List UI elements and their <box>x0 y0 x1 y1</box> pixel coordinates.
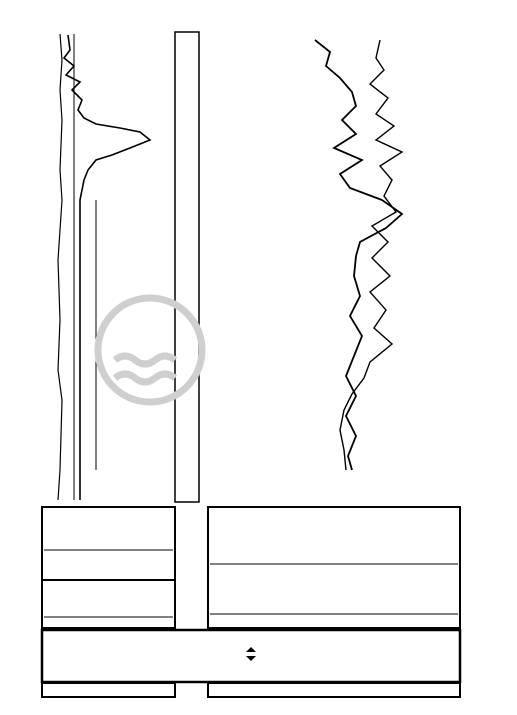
double-arrow-icon <box>246 647 256 661</box>
gr-curve <box>64 35 150 500</box>
bit-size-line <box>74 34 96 500</box>
depth-track <box>175 32 199 502</box>
footer-watermarks <box>0 697 517 711</box>
caliper-curve <box>58 34 62 500</box>
header-panels <box>42 507 460 697</box>
neutron-porosity-curve <box>340 40 402 470</box>
density-porosity-curve <box>315 40 402 470</box>
